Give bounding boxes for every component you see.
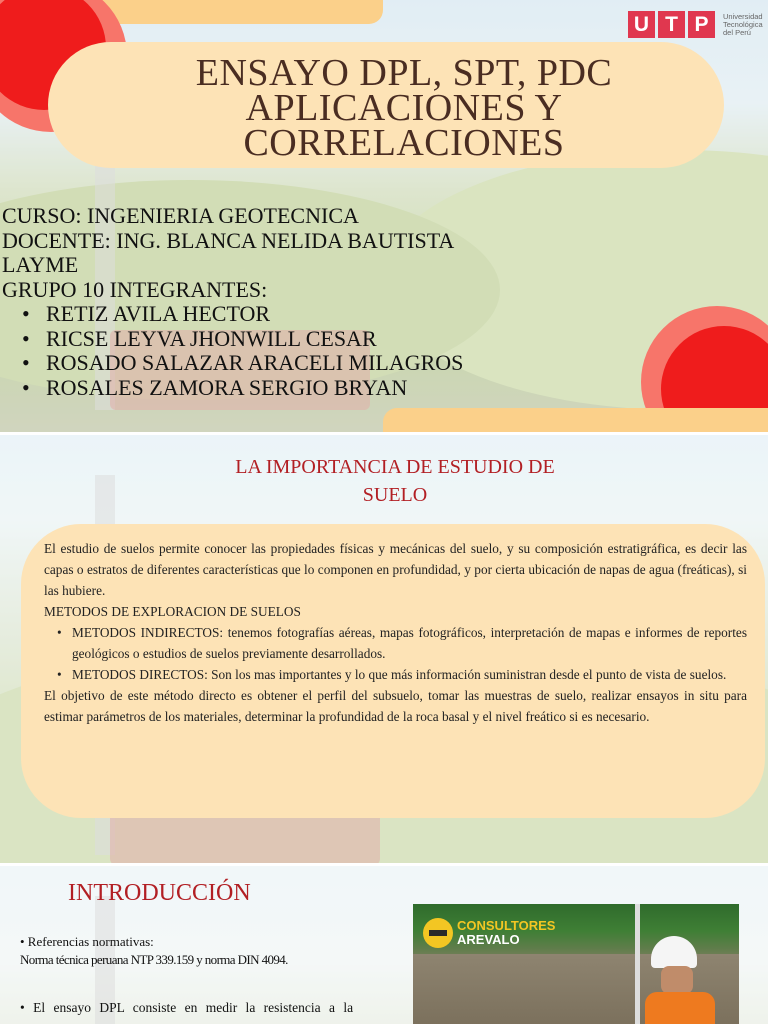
- bottom-accent-bar: [383, 408, 768, 432]
- bullet-item: • METODOS INDIRECTOS: tenemos fotografías aéreas, mapas fotográficos, interpretación de mapas e informes de reportes geológicos o estudios de suelos previamente desarrollados.: [44, 622, 747, 664]
- member-item: • ROSADO SALAZAR ARACELI MILAGROS: [20, 351, 463, 376]
- teacher-line: DOCENTE: ING. BLANCA NELIDA BAUTISTA: [2, 227, 455, 253]
- title-line: APLICACIONES Y: [245, 87, 563, 129]
- group-line: GRUPO 10 INTEGRANTES:: [2, 276, 268, 302]
- bullet-item: • METODOS DIRECTOS: Son los mas importantes y lo que más información suministran desde el punto de vista de suelos.: [44, 664, 747, 685]
- worker-helmet: [651, 936, 697, 968]
- paragraph: El objetivo de este método directo es obtener el perfil del subsuelo, tomar las muestras de suelo, realizar ensayos in situ para estimar parámetros de los materiales, determinar la profundidad de la roca basal y el nivel freático si es necesario.: [44, 688, 747, 724]
- worker-vest: [645, 992, 715, 1024]
- title-slide: [0, 0, 768, 432]
- title-line: ENSAYO DPL, SPT, PDC: [195, 52, 613, 94]
- dpl-text: • El ensayo DPL consiste en medir la resistencia a la: [20, 1000, 354, 1015]
- survey-pole: [635, 904, 640, 1024]
- member-item: • RICSE LEYVA JHONWILL CESAR: [20, 327, 463, 352]
- paragraph: El estudio de suelos permite conocer las propiedades físicas y mecánicas del suelo, y su composición estratigráfica, es decir las capas o estratos de diferentes características que lo componen en profundidad, y por cierta ubicación de napas de agua (freáticas), si las hubiere.: [44, 541, 747, 598]
- worker-face: [661, 966, 693, 994]
- logo-letter: T: [658, 11, 685, 38]
- brand-line: CONSULTORES: [457, 918, 556, 933]
- introduction-slide: [0, 866, 768, 1024]
- consultores-logo: [423, 918, 555, 948]
- ref-norm: Norma técnica peruana NTP 339.159 y norma DIN 4094.: [20, 952, 288, 967]
- logo-text-line: del Perú: [723, 27, 751, 37]
- logo-letter: U: [628, 11, 655, 38]
- brand-line: AREVALO: [457, 932, 520, 947]
- logo-text-line: Universidad: [723, 11, 763, 21]
- heading-line: LA IMPORTANCIA DE ESTUDIO DE: [235, 456, 555, 478]
- heading-line: SUELO: [362, 484, 428, 506]
- utp-logo: [628, 11, 763, 38]
- title-line: CORRELACIONES: [243, 122, 565, 164]
- course-line: CURSO: INGENIERIA GEOTECNICA: [2, 203, 359, 228]
- field-photo: [413, 904, 739, 1024]
- methods-heading: METODOS DE EXPLORACION DE SUELOS: [44, 604, 301, 619]
- content-text: [44, 538, 747, 727]
- member-list: [2, 302, 463, 400]
- logo-letters: [628, 11, 718, 38]
- logo-text: [723, 13, 763, 37]
- section-heading: [200, 453, 590, 509]
- hardhat-icon: [423, 918, 453, 948]
- course-info: [2, 204, 463, 400]
- ref-label: • Referencias normativas:: [20, 934, 154, 949]
- member-item: • ROSALES ZAMORA SERGIO BRYAN: [20, 376, 463, 401]
- member-item: • RETIZ AVILA HECTOR: [20, 302, 463, 327]
- section-heading: INTRODUCCIÓN: [68, 880, 251, 906]
- references: [20, 933, 288, 969]
- teacher-line-cont: LAYME: [2, 252, 79, 277]
- logo-letter: P: [688, 11, 715, 38]
- logo-text-line: Tecnológica: [723, 19, 763, 29]
- brand-text: [457, 919, 555, 947]
- soil-study-slide: [0, 435, 768, 863]
- slide-title: [110, 52, 698, 164]
